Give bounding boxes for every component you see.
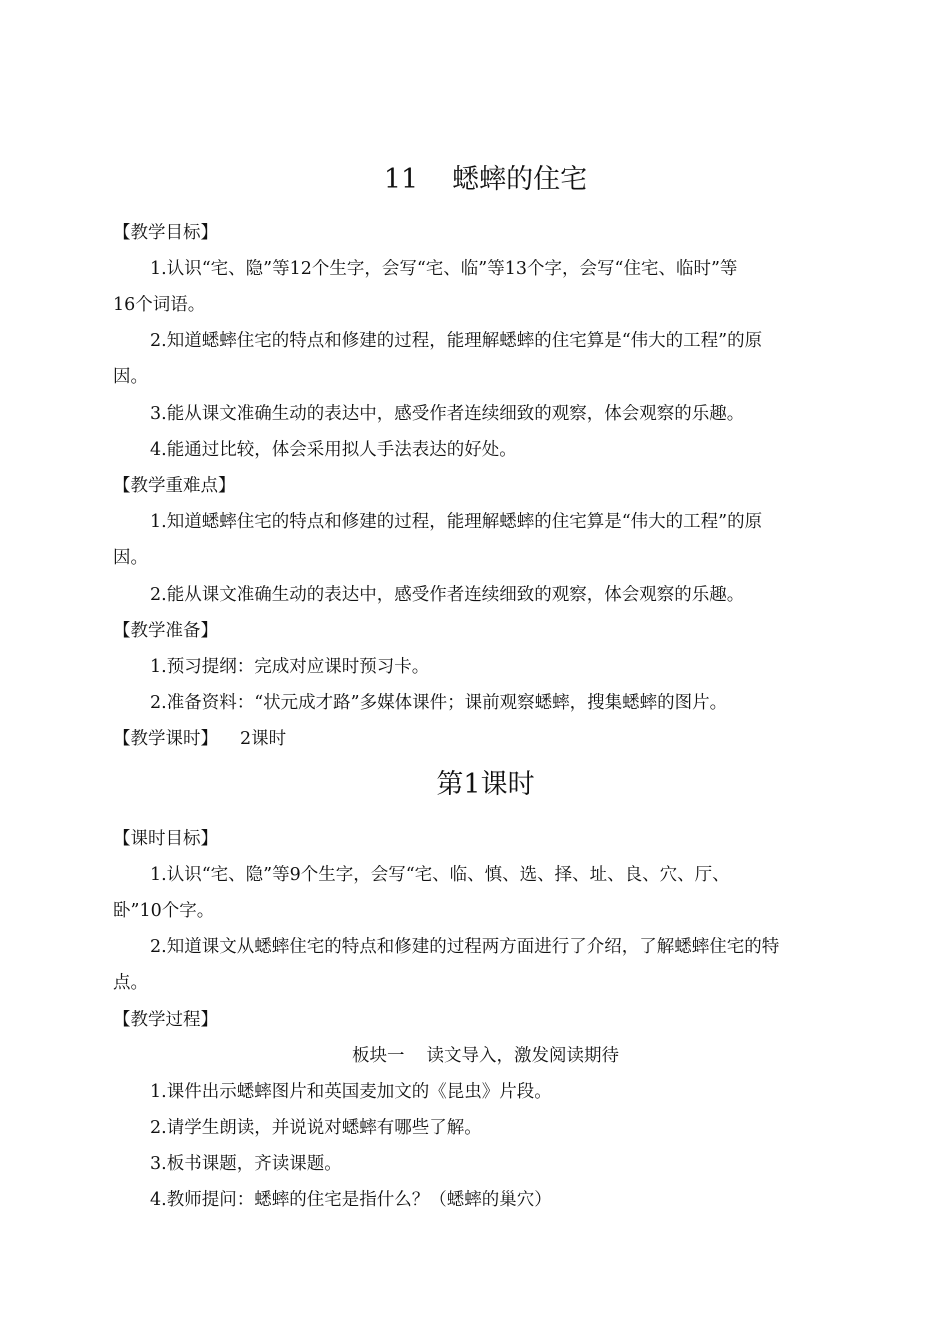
step-2: 2.请学生朗读，并说说对蟋蟀有哪些了解。 (150, 1118, 482, 1138)
title-number: 11 (383, 164, 419, 195)
lesson-goal-2-line-1: 2.知道课文从蟋蟀住宅的特点和修建的过程两方面进行了介绍，了解蟋蟀住宅的特 (150, 937, 780, 957)
preparation-1: 1.预习提纲：完成对应课时预习卡。 (150, 657, 430, 677)
title-text: 蟋蟀的住宅 (452, 164, 588, 195)
section-heading-key-points: 【教学重难点】 (113, 476, 236, 496)
section-heading-process: 【教学过程】 (113, 1010, 218, 1030)
key-point-2: 2.能从课文准确生动的表达中，感受作者连续细致的观察，体会观察的乐趣。 (150, 585, 745, 605)
preparation-2: 2.准备资料：“状元成才路”多媒体课件；课前观察蟋蟀，搜集蟋蟀的图片。 (150, 693, 728, 713)
section-heading-lesson-goals: 【课时目标】 (113, 829, 218, 849)
goal-2-line-2: 因。 (113, 367, 148, 387)
goal-1-line-2: 16个词语。 (113, 295, 206, 315)
section-heading-preparation: 【教学准备】 (113, 621, 218, 641)
document-title (113, 163, 858, 197)
goal-4: 4.能通过比较，体会采用拟人手法表达的好处。 (150, 440, 517, 460)
section-heading-teaching-hours: 【教学课时】 (113, 729, 218, 749)
goal-2-line-1: 2.知道蟋蟀住宅的特点和修建的过程，能理解蟋蟀的住宅算是“伟大的工程”的原 (150, 331, 763, 351)
lesson-goal-1-line-1: 1.认识“宅、隐”等9个生字，会写“宅、临、慎、选、择、址、良、穴、厅、 (150, 865, 730, 885)
teaching-hours-value: 2课时 (240, 729, 287, 749)
step-3: 3.板书课题，齐读课题。 (150, 1154, 342, 1174)
key-point-1-line-2: 因。 (113, 548, 148, 568)
block-1-label: 板块一 (352, 1046, 405, 1066)
section-teaching-hours (113, 726, 858, 752)
lesson-goal-1-line-2: 卧”10个字。 (113, 901, 215, 921)
block-1-title: 读文导入，激发阅读期待 (426, 1046, 619, 1066)
step-1: 1.课件出示蟋蟀图片和英国麦加文的《昆虫》片段。 (150, 1082, 552, 1102)
block-1-heading (113, 1043, 858, 1069)
goal-1-line-1: 1.认识“宅、隐”等12个生字，会写“宅、临”等13个字，会写“住宅、临时”等 (150, 259, 738, 279)
goal-3: 3.能从课文准确生动的表达中，感受作者连续细致的观察，体会观察的乐趣。 (150, 404, 745, 424)
step-4: 4.教师提问：蟋蟀的住宅是指什么？（蟋蟀的巢穴） (150, 1190, 552, 1210)
lesson-goal-2-line-2: 点。 (113, 973, 148, 993)
key-point-1-line-1: 1.知道蟋蟀住宅的特点和修建的过程，能理解蟋蟀的住宅算是“伟大的工程”的原 (150, 512, 763, 532)
section-heading-teaching-goals: 【教学目标】 (113, 223, 218, 243)
lesson-title: 第1课时 (436, 769, 535, 800)
